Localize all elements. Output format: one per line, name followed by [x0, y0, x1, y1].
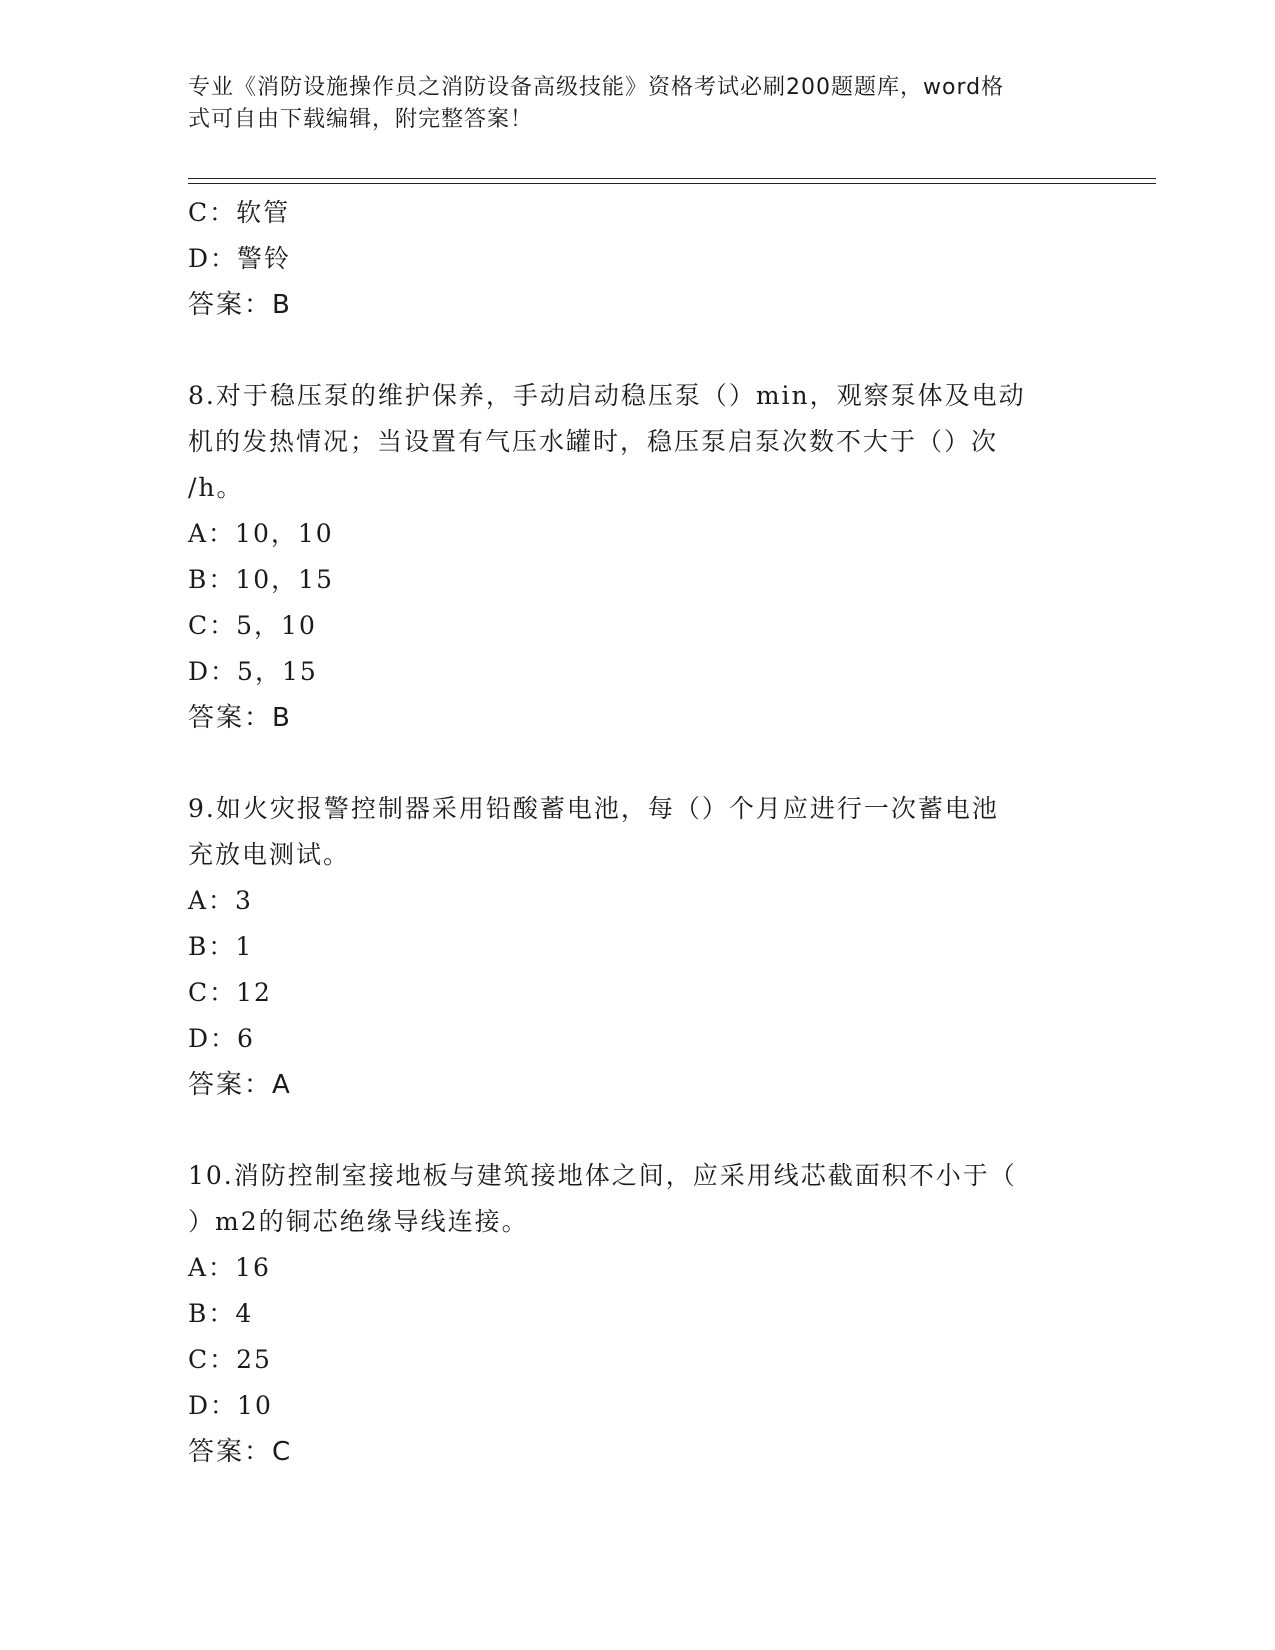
option-a: A：10，10 [188, 519, 334, 548]
option-d: D：10 [188, 1391, 273, 1420]
option-c: C：软管 [188, 198, 291, 227]
option-d: D：警铃 [188, 244, 292, 273]
answer-label: 答案：A [188, 1070, 292, 1100]
question-stem-line: 9.如火灾报警控制器采用铅酸蓄电池，每（）个月应进行一次蓄电池 [188, 794, 999, 823]
header-divider-top [188, 178, 1156, 179]
option-c: C：25 [188, 1345, 272, 1374]
option-a: A：16 [188, 1253, 271, 1282]
question-block [188, 373, 1088, 741]
option-c: C：12 [188, 978, 272, 1007]
question-stem-line: /h。 [188, 473, 244, 502]
option-b: B：10，15 [188, 565, 334, 594]
document-header [188, 72, 1068, 136]
question-block [188, 786, 1088, 1108]
question-list [188, 190, 1088, 1475]
answer-label: 答案：C [188, 1437, 293, 1467]
header-line-2: 式可自由下载编辑，附完整答案！ [188, 107, 534, 132]
answer-label: 答案：B [188, 703, 292, 733]
header-line-1: 专业《消防设施操作员之消防设备高级技能》资格考试必刷200题题库，word格 [188, 75, 1005, 100]
option-a: A：3 [188, 886, 253, 915]
option-d: D：6 [188, 1024, 255, 1053]
question-block [188, 190, 1088, 328]
question-block [188, 1153, 1088, 1475]
option-b: B：1 [188, 932, 254, 961]
question-stem-line: ）m2的铜芯绝缘导线连接。 [188, 1207, 529, 1236]
option-b: B：4 [188, 1299, 254, 1328]
option-d: D：5，15 [188, 657, 318, 686]
question-stem-line: 充放电测试。 [188, 840, 351, 869]
question-stem-line: 8.对于稳压泵的维护保养，手动启动稳压泵（）min，观察泵体及电动 [188, 381, 1026, 410]
question-stem-line: 机的发热情况；当设置有气压水罐时，稳压泵启泵次数不大于（）次 [188, 427, 999, 456]
option-c: C：5，10 [188, 611, 317, 640]
answer-label: 答案：B [188, 290, 292, 320]
question-stem-line: 10.消防控制室接地板与建筑接地体之间，应采用线芯截面积不小于（ [188, 1161, 1017, 1190]
header-divider-bottom [188, 183, 1156, 184]
